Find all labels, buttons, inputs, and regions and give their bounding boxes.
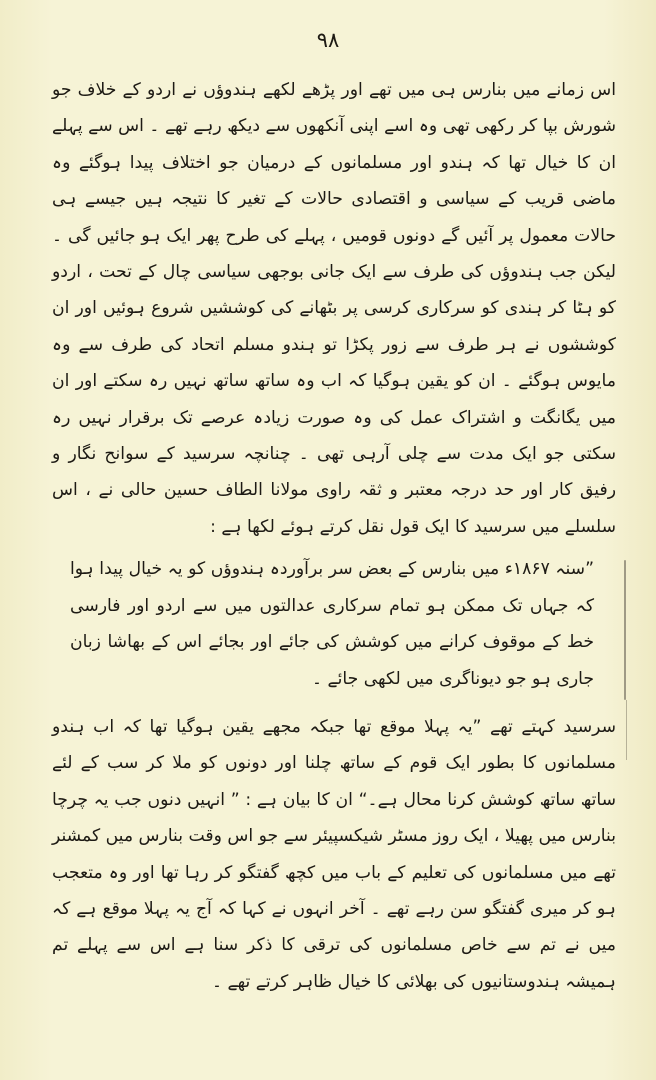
page-number: ۹۸ <box>316 28 340 52</box>
margin-pencil-mark <box>624 560 626 700</box>
paragraph-2: سرسید کہتے تھے ”یہ پہلا موقع تھا جبکہ مجھے یقین ہوگیا تھا کہ اب ہندو مسلمانوں کا بطور ایک قوم کے ساتھ چلنا اور دونوں کو ملا کر سب کے لئے ساتھ ساتھ کوشش کرنا محال ہے۔“ ان کا بیان ہے : ” انہیں دنوں جب یہ چرچا بنارس میں پھیلا ، ایک روز مسٹر شیکسپیئر سے جو اس وقت بنارس میں کمشنر تھے میں مسلمانوں کی تعلیم کے باب میں کچھ گفتگو کر رہا تھا اور وہ متعجب ہو کر میری گفتگو سن رہے تھے ۔ آخر انہوں نے کہا کہ آج یہ پہلا موقع ہے کہ میں نے تم سے خاص مسلمانوں کی ترقی کا ذکر سنا ہے اس سے پہلے تم ہمیشہ ہندوستانیوں کی بھلائی کا خیال ظاہر کرتے تھے ۔ <box>52 716 616 992</box>
page-text <box>52 72 616 1000</box>
paragraph-1: اس زمانے میں بنارس ہی میں تھے اور پڑھے لکھے ہندوؤں نے اردو کے خلاف جو شورش بپا کر رکھی تھی وہ اسے اپنی آنکھوں سے دیکھ رہے تھے ۔ اس سے پہلے ان کا خیال تھا کہ ہندو اور مسلمانوں کے درمیان جو اختلاف پیدا ہوگئے وہ ماضی قریب کے سیاسی و اقتصادی حالات کے تغیر کا نتیجہ ہیں جیسے ہی حالات معمول پر آئیں گے دونوں قومیں ، پہلے کی طرح پھر ایک ہو جائیں گی ۔ لیکن جب ہندوؤں کی طرف سے ایک جانی بوجھی سیاسی چال کے تحت ، اردو کو ہٹا کر ہندی کو سرکاری کرسی پر بٹھانے کی کوششیں شروع ہوئیں اور ان کوششوں نے ہر طرف سے زور پکڑا تو ہندو مسلم اتحاد کی طرف سے وہ مایوس ہوگئے ۔ ان کو یقین ہوگیا کہ اب وہ ساتھ ساتھ نہیں رہ سکتے اور ان میں یگانگت و اشتراک عمل کی وہ صورت زیادہ عرصے تک برقرار نہیں رہ سکتی جو ایک مدت سے چلی آرہی تھی ۔ چنانچہ سرسید کے سوانح نگار و رفیق کار اور حد درجہ معتبر و ثقہ راوی مولانا الطاف حسین حالی نے ، اس سلسلے میں سرسید کا ایک قول نقل کرتے ہوئے لکھا ہے : <box>52 80 616 537</box>
quotation-block: ”سنہ ۱۸۶۷ء میں بنارس کے بعض سر برآوردہ ہندوؤں کو یہ خیال پیدا ہوا کہ جہاں تک ممکن ہو تمام سرکاری عدالتوں میں سے اردو اور فارسی خط کے موقوف کرانے میں کوشش کی جائے اور بجائے اس کے بھاشا زبان جاری ہو جو دیوناگری میں لکھی جائے ۔ <box>70 559 594 689</box>
margin-pencil-mark-secondary <box>626 700 627 760</box>
